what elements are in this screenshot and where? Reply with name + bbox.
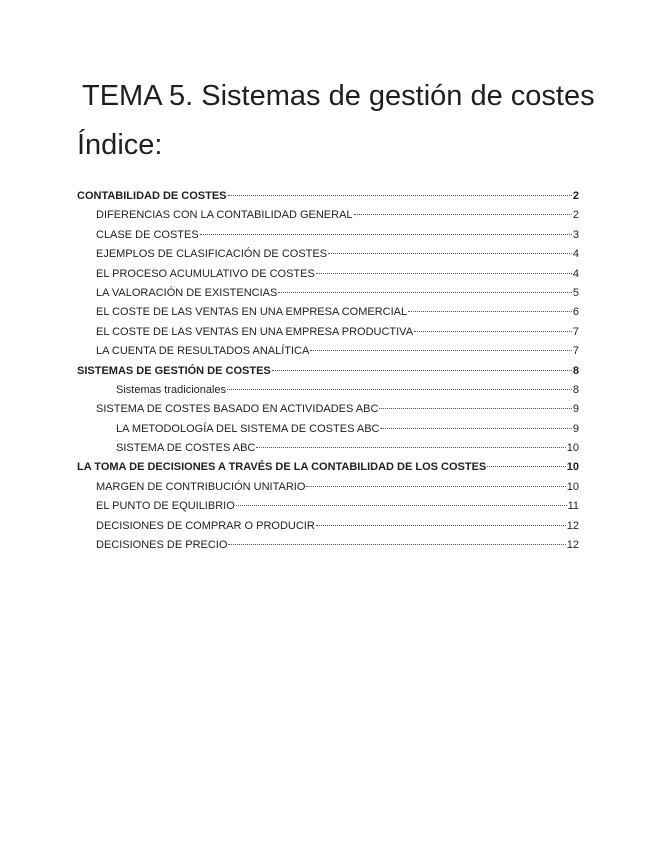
toc-dot-leader xyxy=(236,505,567,506)
toc-entry-page-number: 10 xyxy=(566,461,579,474)
toc-entry-page-number: 2 xyxy=(572,190,579,202)
toc-entry-page-number: 11 xyxy=(567,500,579,513)
document-title: TEMA 5. Sistemas de gestión de costes xyxy=(82,80,595,112)
toc-entry[interactable] xyxy=(77,403,579,422)
toc-entry[interactable] xyxy=(77,500,579,519)
toc-entry[interactable] xyxy=(77,306,579,325)
toc-entry-page-number: 7 xyxy=(572,345,579,358)
toc-entry-label: EL PUNTO DE EQUILIBRIO xyxy=(96,500,235,513)
toc-dot-leader xyxy=(256,447,565,448)
toc-entry-page-number: 9 xyxy=(572,403,579,416)
toc-dot-leader xyxy=(306,486,565,487)
toc-entry[interactable] xyxy=(77,287,579,306)
toc-dot-leader xyxy=(487,466,565,467)
toc-dot-leader xyxy=(227,389,572,390)
toc-entry[interactable] xyxy=(77,442,579,461)
toc-dot-leader xyxy=(316,273,572,274)
toc-entry[interactable] xyxy=(77,229,579,248)
toc-entry-page-number: 8 xyxy=(572,383,579,396)
toc-entry-label: DECISIONES DE PRECIO xyxy=(96,539,228,552)
index-heading: Índice: xyxy=(77,129,163,161)
toc-entry[interactable] xyxy=(77,209,579,228)
toc-entry[interactable] xyxy=(77,345,579,364)
toc-entry[interactable] xyxy=(77,481,579,500)
toc-entry-page-number: 6 xyxy=(572,306,579,319)
toc-entry-page-number: 10 xyxy=(566,480,579,493)
toc-entry-page-number: 3 xyxy=(572,228,579,241)
toc-dot-leader xyxy=(379,408,571,409)
toc-dot-leader xyxy=(408,311,572,312)
toc-entry[interactable] xyxy=(77,365,579,384)
toc-entry-label: EL PROCESO ACUMULATIVO DE COSTES xyxy=(96,267,315,280)
toc-dot-leader xyxy=(310,350,572,351)
toc-entry-page-number: 12 xyxy=(566,519,579,532)
toc-entry-label: MARGEN DE CONTRIBUCIÓN UNITARIO xyxy=(96,480,306,493)
toc-entry-label: DIFERENCIAS CON LA CONTABILIDAD GENERAL xyxy=(96,209,353,222)
toc-entry-page-number: 5 xyxy=(572,286,579,299)
toc-entry-label: SISTEMA DE COSTES ABC xyxy=(116,442,256,455)
toc-entry-label: EJEMPLOS DE CLASIFICACIÓN DE COSTES xyxy=(96,248,328,261)
toc-entry-page-number: 10 xyxy=(566,442,579,455)
toc-entry[interactable] xyxy=(77,190,579,209)
toc-entry-label: CLASE DE COSTES xyxy=(96,228,199,241)
toc-entry-label: CONTABILIDAD DE COSTES xyxy=(77,190,227,202)
toc-entry-page-number: 4 xyxy=(572,248,579,261)
toc-entry-label: EL COSTE DE LAS VENTAS EN UNA EMPRESA COMERCIAL xyxy=(96,306,408,319)
toc-entry-label: DECISIONES DE COMPRAR O PRODUCIR xyxy=(96,519,315,532)
toc-entry[interactable] xyxy=(77,539,579,558)
toc-dot-leader xyxy=(228,195,572,196)
table-of-contents xyxy=(77,190,579,558)
toc-entry[interactable] xyxy=(77,268,579,287)
toc-entry[interactable] xyxy=(77,520,579,539)
toc-entry-label: EL COSTE DE LAS VENTAS EN UNA EMPRESA PRODUCTIVA xyxy=(96,325,414,338)
toc-entry[interactable] xyxy=(77,384,579,403)
toc-entry-label: SISTEMA DE COSTES BASADO EN ACTIVIDADES ABC xyxy=(96,403,379,416)
toc-entry-page-number: 7 xyxy=(572,325,579,338)
toc-entry-label: LA VALORACIÓN DE EXISTENCIAS xyxy=(96,286,278,299)
toc-entry[interactable] xyxy=(77,461,579,480)
toc-entry-label: Sistemas tradicionales xyxy=(116,383,227,396)
toc-dot-leader xyxy=(354,214,572,215)
toc-entry-label: SISTEMAS DE GESTIÓN DE COSTES xyxy=(77,364,271,377)
toc-entry[interactable] xyxy=(77,326,579,345)
toc-entry[interactable] xyxy=(77,248,579,267)
toc-dot-leader xyxy=(272,370,572,371)
toc-entry-page-number: 12 xyxy=(566,539,579,552)
toc-entry-page-number: 9 xyxy=(572,422,579,435)
toc-entry-label: LA METODOLOGÍA DEL SISTEMA DE COSTES ABC xyxy=(116,422,380,435)
toc-entry-page-number: 4 xyxy=(572,267,579,280)
toc-dot-leader xyxy=(278,292,572,293)
toc-dot-leader xyxy=(328,253,572,254)
toc-dot-leader xyxy=(380,428,571,429)
toc-dot-leader xyxy=(414,331,572,332)
toc-dot-leader xyxy=(200,234,572,235)
toc-entry-label: LA CUENTA DE RESULTADOS ANALÍTICA xyxy=(96,345,310,358)
toc-entry-label: LA TOMA DE DECISIONES A TRAVÉS DE LA CONTABILIDAD DE LOS COSTES xyxy=(77,461,487,474)
toc-entry[interactable] xyxy=(77,423,579,442)
toc-dot-leader xyxy=(316,525,566,526)
toc-entry-page-number: 8 xyxy=(572,364,579,377)
toc-entry-page-number: 2 xyxy=(572,209,579,222)
toc-dot-leader xyxy=(228,544,565,545)
